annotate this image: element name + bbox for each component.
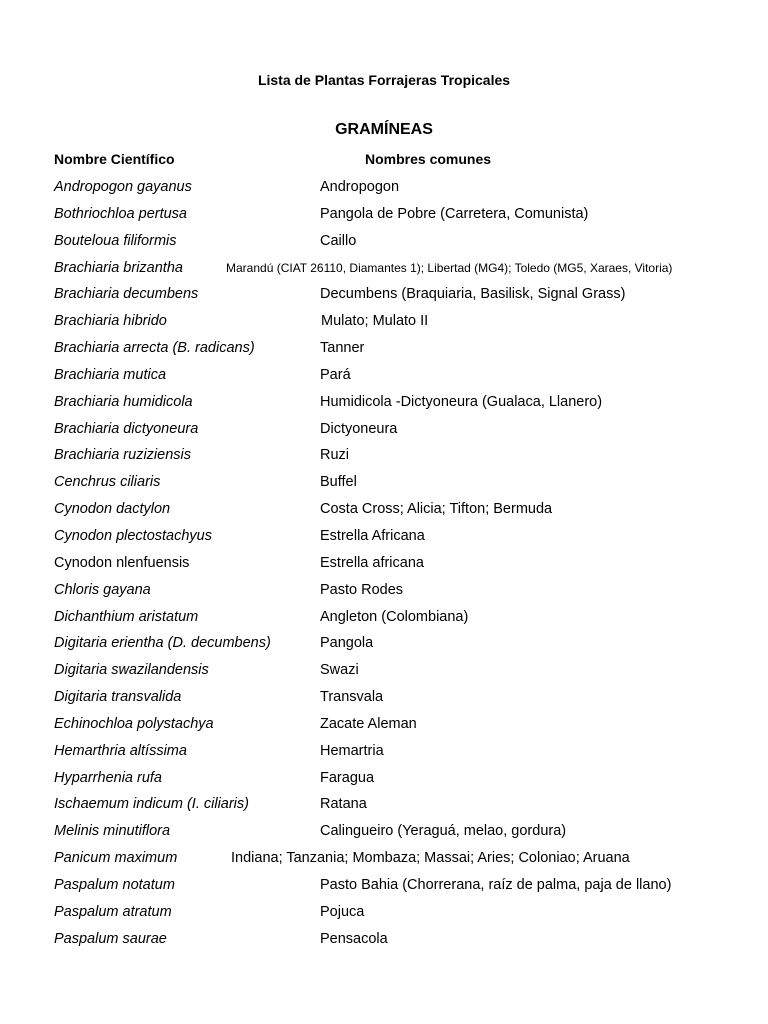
common-names: Ruzi [320, 447, 350, 464]
scientific-name: Cynodon nlenfuensis [54, 554, 190, 571]
list-row [0, 337, 768, 364]
scientific-name: Brachiaria mutica [54, 366, 167, 383]
list-row [0, 686, 768, 713]
scientific-name: Cynodon plectostachyus [54, 527, 212, 544]
list-row [0, 471, 768, 498]
common-names: Estrella Africana [320, 527, 425, 544]
scientific-name: Echinochloa polystachya [54, 715, 214, 732]
list-row [0, 767, 768, 794]
common-names: Estrella africana [320, 554, 424, 571]
list-row [0, 901, 768, 928]
scientific-name: Dichanthium aristatum [54, 608, 199, 625]
list-row [0, 820, 768, 847]
common-names: Faragua [320, 769, 375, 786]
scientific-name: Brachiaria brizantha [54, 259, 183, 276]
scientific-name: Paspalum saurae [54, 930, 167, 947]
scientific-name: Paspalum notatum [54, 876, 175, 893]
list-row [0, 176, 768, 203]
scientific-name: Digitaria transvalida [54, 689, 182, 706]
list-row [0, 740, 768, 767]
scientific-name: Hemarthria altíssima [54, 742, 187, 759]
common-names: Swazi [320, 662, 359, 679]
list-row [0, 874, 768, 901]
scientific-name: Cynodon dactylon [54, 501, 171, 518]
scientific-name: Chloris gayana [54, 581, 151, 598]
list-row [0, 230, 768, 257]
common-names: Costa Cross; Alicia; Tifton; Bermuda [320, 501, 553, 518]
list-row [0, 498, 768, 525]
list-row [0, 283, 768, 310]
list-row [0, 928, 768, 955]
common-names: Pangola [320, 635, 374, 652]
scientific-name: Brachiaria hibrido [54, 313, 167, 330]
header-scientific-name: Nombre Científico [54, 151, 175, 167]
list-row [0, 847, 768, 874]
section-title: GRAMÍNEAS [335, 121, 433, 138]
scientific-name: Paspalum atratum [54, 903, 172, 920]
scientific-name: Hyparrhenia rufa [54, 769, 162, 786]
common-names: Mulato; Mulato II [321, 313, 429, 330]
scientific-name: Brachiaria arrecta (B. radicans) [54, 340, 255, 357]
list-row [0, 552, 768, 579]
common-names: Pojuca [320, 903, 365, 920]
scientific-name: Cenchrus ciliaris [54, 474, 161, 491]
scientific-name: Digitaria erientha (D. decumbens) [54, 635, 271, 652]
common-names: Pasto Bahia (Chorrerana, raíz de palma, paja de llano) [320, 876, 672, 893]
common-names: Pasto Rodes [320, 581, 404, 598]
species-list [0, 176, 768, 954]
scientific-name: Bouteloua filiformis [54, 232, 177, 249]
common-names: Ratana [320, 796, 367, 813]
page-title: Lista de Plantas Forrajeras Tropicales [257, 72, 511, 88]
scientific-name: Brachiaria humidicola [54, 393, 193, 410]
common-names: Pará [320, 366, 351, 383]
list-row [0, 257, 768, 284]
common-names: Hemartria [320, 742, 384, 759]
list-row [0, 606, 768, 633]
common-names: Zacate Aleman [320, 715, 417, 732]
list-row [0, 632, 768, 659]
list-row [0, 364, 768, 391]
common-names: Transvala [320, 689, 384, 706]
common-names: Indiana; Tanzania; Mombaza; Massai; Aries; Coloniao; Aruana [231, 850, 630, 867]
list-row [0, 391, 768, 418]
common-names: Caillo [320, 232, 357, 249]
common-names: Decumbens (Braquiaria, Basilisk, Signal Grass) [320, 286, 626, 303]
common-names: Dictyoneura [320, 420, 398, 437]
common-names: Pensacola [320, 930, 388, 947]
scientific-name: Brachiaria ruziziensis [54, 447, 191, 464]
scientific-name: Brachiaria dictyoneura [54, 420, 199, 437]
list-row [0, 793, 768, 820]
list-row [0, 713, 768, 740]
list-row [0, 444, 768, 471]
scientific-name: Brachiaria decumbens [54, 286, 199, 303]
list-row [0, 310, 768, 337]
common-names: Buffel [320, 474, 357, 491]
scientific-name: Andropogon gayanus [54, 179, 192, 195]
list-row [0, 418, 768, 445]
list-row [0, 579, 768, 606]
common-names: Tanner [320, 340, 365, 357]
common-names: Marandú (CIAT 26110, Diamantes 1); Libertad (MG4); Toledo (MG5, Xaraes, Vitoria) [226, 260, 673, 275]
header-common-names: Nombres comunes [365, 151, 492, 167]
scientific-name: Ischaemum indicum (I. ciliaris) [54, 796, 249, 813]
scientific-name: Melinis minutiflora [54, 823, 171, 840]
list-row [0, 659, 768, 686]
common-names: Calingueiro (Yeraguá, melao, gordura) [320, 823, 567, 840]
common-names: Angleton (Colombiana) [320, 608, 469, 625]
scientific-name: Panicum maximum [54, 850, 178, 867]
common-names: Humidicola -Dictyoneura (Gualaca, Llanero) [320, 393, 603, 410]
scientific-name: Digitaria swazilandensis [54, 662, 209, 679]
scientific-name: Bothriochloa pertusa [54, 205, 187, 222]
common-names: Andropogon [320, 179, 400, 195]
list-row [0, 525, 768, 552]
common-names: Pangola de Pobre (Carretera, Comunista) [320, 205, 589, 222]
list-row [0, 203, 768, 230]
